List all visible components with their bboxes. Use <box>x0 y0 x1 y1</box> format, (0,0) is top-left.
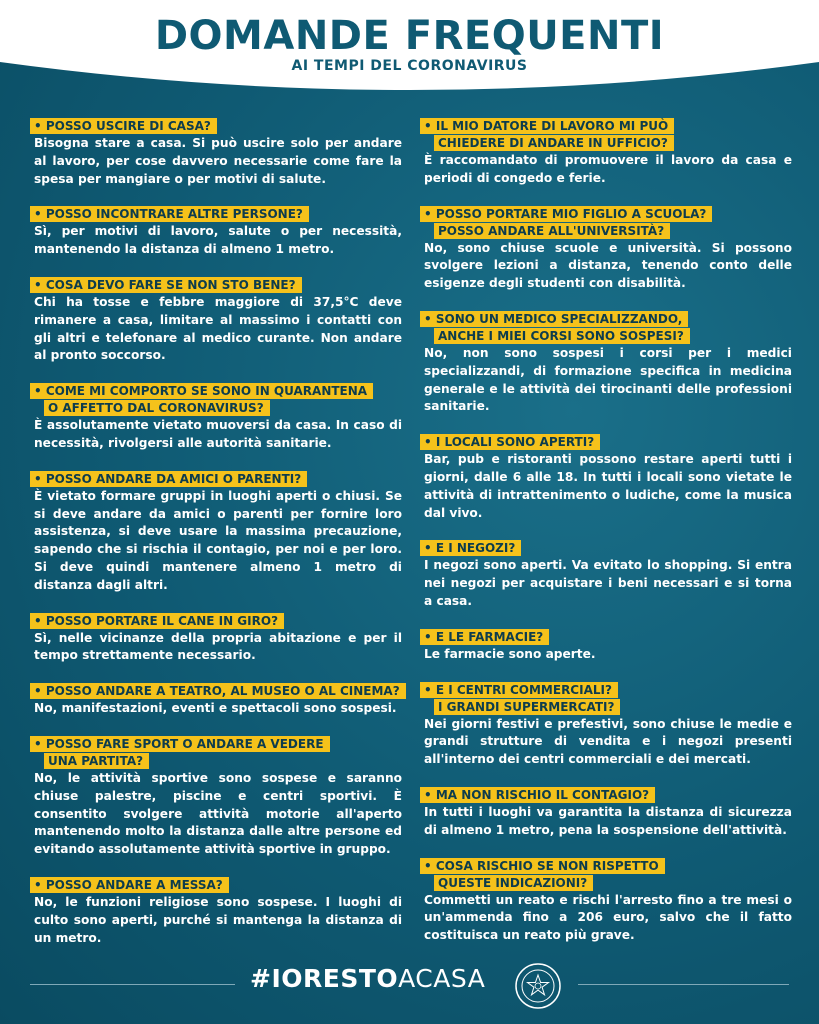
faq-item <box>420 434 792 522</box>
faq-item <box>420 787 792 840</box>
faq-item <box>420 311 792 416</box>
faq-question: • E I NEGOZI? <box>420 540 521 556</box>
footer-divider-right <box>578 984 789 985</box>
faq-question-continued: ANCHE I MIEI CORSI SONO SOSPESI? <box>434 328 690 344</box>
faq-answer: Bisogna stare a casa. Si può uscire solo per andare al lavoro, per cose davvero necessarie come fare la spesa per mangiare o per motivi di salute. <box>34 136 402 186</box>
faq-answer: No, sono chiuse scuole e università. Si possono svolgere lezioni a distanza, tenendo conto delle esigenze degli studenti con disabilità. <box>424 240 792 291</box>
faq-answer: Sì, per motivi di lavoro, salute o per necessità, mantenendo la distanza di almeno 1 metro. <box>34 224 402 257</box>
faq-item <box>420 858 792 945</box>
government-seal-icon <box>514 962 562 1010</box>
faq-item <box>420 206 792 293</box>
faq-item <box>30 471 402 595</box>
faq-item <box>30 736 402 859</box>
faq-column-left <box>30 118 402 947</box>
faq-question: • E I CENTRI COMMERCIALI? <box>420 682 618 698</box>
faq-question: • COSA RISCHIO SE NON RISPETTO <box>420 858 665 874</box>
faq-answer: No, manifestazioni, eventi e spettacoli sono sospesi. <box>34 701 397 716</box>
faq-question: • E LE FARMACIE? <box>420 629 549 645</box>
faq-item <box>30 683 402 718</box>
faq-answer: È raccomandato di promuovere il lavoro da casa e periodi di congedo e ferie. <box>424 153 792 185</box>
hashtag <box>250 964 485 993</box>
footer-divider-left <box>30 984 235 985</box>
faq-answer: È assolutamente vietato muoversi da casa. In caso di necessità, rivolgersi alle autorità sanitarie. <box>34 418 402 450</box>
hashtag-light: ACASA <box>398 964 486 993</box>
faq-question: • POSSO INCONTRARE ALTRE PERSONE? <box>30 206 309 222</box>
faq-question-continued: CHIEDERE DI ANDARE IN UFFICIO? <box>434 135 674 151</box>
faq-column-right <box>420 118 792 945</box>
faq-question: • COME MI COMPORTO SE SONO IN QUARANTENA <box>30 383 373 399</box>
faq-question: • COSA DEVO FARE SE NON STO BENE? <box>30 277 302 293</box>
faq-question: • POSSO ANDARE A MESSA? <box>30 877 229 893</box>
faq-item <box>30 206 402 259</box>
faq-question: • MA NON RISCHIO IL CONTAGIO? <box>420 787 655 803</box>
faq-question: • I LOCALI SONO APERTI? <box>420 434 600 450</box>
faq-answer: Commetti un reato e rischi l'arresto fino a tre mesi o un'ammenda fino a 206 euro, salvo che il fatto costituisca un reato più grave. <box>424 892 792 943</box>
faq-question-continued: UNA PARTITA? <box>44 753 149 769</box>
faq-question-continued: I GRANDI SUPERMERCATI? <box>434 699 620 715</box>
faq-item <box>420 682 792 769</box>
faq-question: • POSSO ANDARE A TEATRO, AL MUSEO O AL CINEMA? <box>30 683 406 699</box>
faq-question: • POSSO PORTARE MIO FIGLIO A SCUOLA? <box>420 206 712 222</box>
faq-answer: È vietato formare gruppi in luoghi aperti o chiusi. Se si deve andare da amici o parenti per fornire loro assistenza, si deve usare la massima precauzione, sapendo che si rischia il contagio, per noi e per loro. Si deve quindi mantenere almeno 1 metro di distanza dagli altri. <box>34 488 402 592</box>
faq-answer: Chi ha tosse e febbre maggiore di 37,5°C deve rimanere a casa, limitare al massimo i contatti con gli altri e telefonare al medico curante. Non andare al pronto soccorso. <box>34 294 402 363</box>
faq-question: • POSSO FARE SPORT O ANDARE A VEDERE <box>30 736 330 752</box>
faq-question: • SONO UN MEDICO SPECIALIZZANDO, <box>420 311 688 327</box>
faq-question-continued: QUESTE INDICAZIONI? <box>434 875 593 891</box>
faq-item <box>30 118 402 188</box>
faq-answer: Bar, pub e ristoranti possono restare aperti tutti i giorni, dalle 6 alle 18. In tutti i locali sono vietate le attività di intrattenimento o ludiche, come la musica dal vivo. <box>424 452 792 520</box>
faq-answer: In tutti i luoghi va garantita la distanza di sicurezza di almeno 1 metro, pena la sospensione dell'attività. <box>424 804 792 837</box>
faq-answer: Le farmacie sono aperte. <box>424 646 596 661</box>
faq-answer: No, le attività sportive sono sospese e saranno chiuse palestre, piscine e centri sportivi. È consentito svolgere attività motorie all'aperto mantenendo molto la distanza dalle altre persone ed evitando assolutamente attività sportive in gruppo. <box>34 770 402 857</box>
hashtag-bold: #IORESTO <box>250 964 399 993</box>
faq-answer: No, non sono sospesi i corsi per i medici specializzandi, di formazione specifica in medicina generale e le attività dei tirocinanti delle professioni sanitarie. <box>424 345 792 414</box>
faq-item <box>30 613 402 666</box>
faq-item <box>30 877 402 947</box>
faq-question: • POSSO USCIRE DI CASA? <box>30 118 217 134</box>
faq-item <box>30 277 402 365</box>
faq-item <box>420 118 792 188</box>
faq-question-continued: POSSO ANDARE ALL'UNIVERSITÀ? <box>434 223 670 239</box>
faq-answer: I negozi sono aperti. Va evitato lo shopping. Si entra nei negozi per acquistare i beni necessari e si torna a casa. <box>424 558 792 608</box>
faq-question-continued: O AFFETTO DAL CORONAVIRUS? <box>44 400 270 416</box>
faq-item <box>30 383 402 453</box>
faq-item <box>420 629 792 664</box>
faq-answer: No, le funzioni religiose sono sospese. I luoghi di culto sono aperti, purché si mantenga la distanza di un metro. <box>34 894 402 945</box>
page-subtitle: AI TEMPI DEL CORONAVIRUS <box>291 58 528 74</box>
page-title: DOMANDE FREQUENTI <box>154 13 665 59</box>
faq-question: • POSSO ANDARE DA AMICI O PARENTI? <box>30 471 307 487</box>
faq-answer: Nei giorni festivi e prefestivi, sono chiuse le medie e grandi strutture di vendita e i negozi presenti all'interno dei centri commerciali e dei mercati. <box>424 716 792 767</box>
faq-question: • POSSO PORTARE IL CANE IN GIRO? <box>30 613 284 629</box>
faq-answer: Sì, nelle vicinanze della propria abitazione e per il tempo strettamente necessario. <box>34 630 402 663</box>
faq-item <box>420 540 792 610</box>
faq-question: • IL MIO DATORE DI LAVORO MI PUÒ <box>420 118 674 134</box>
